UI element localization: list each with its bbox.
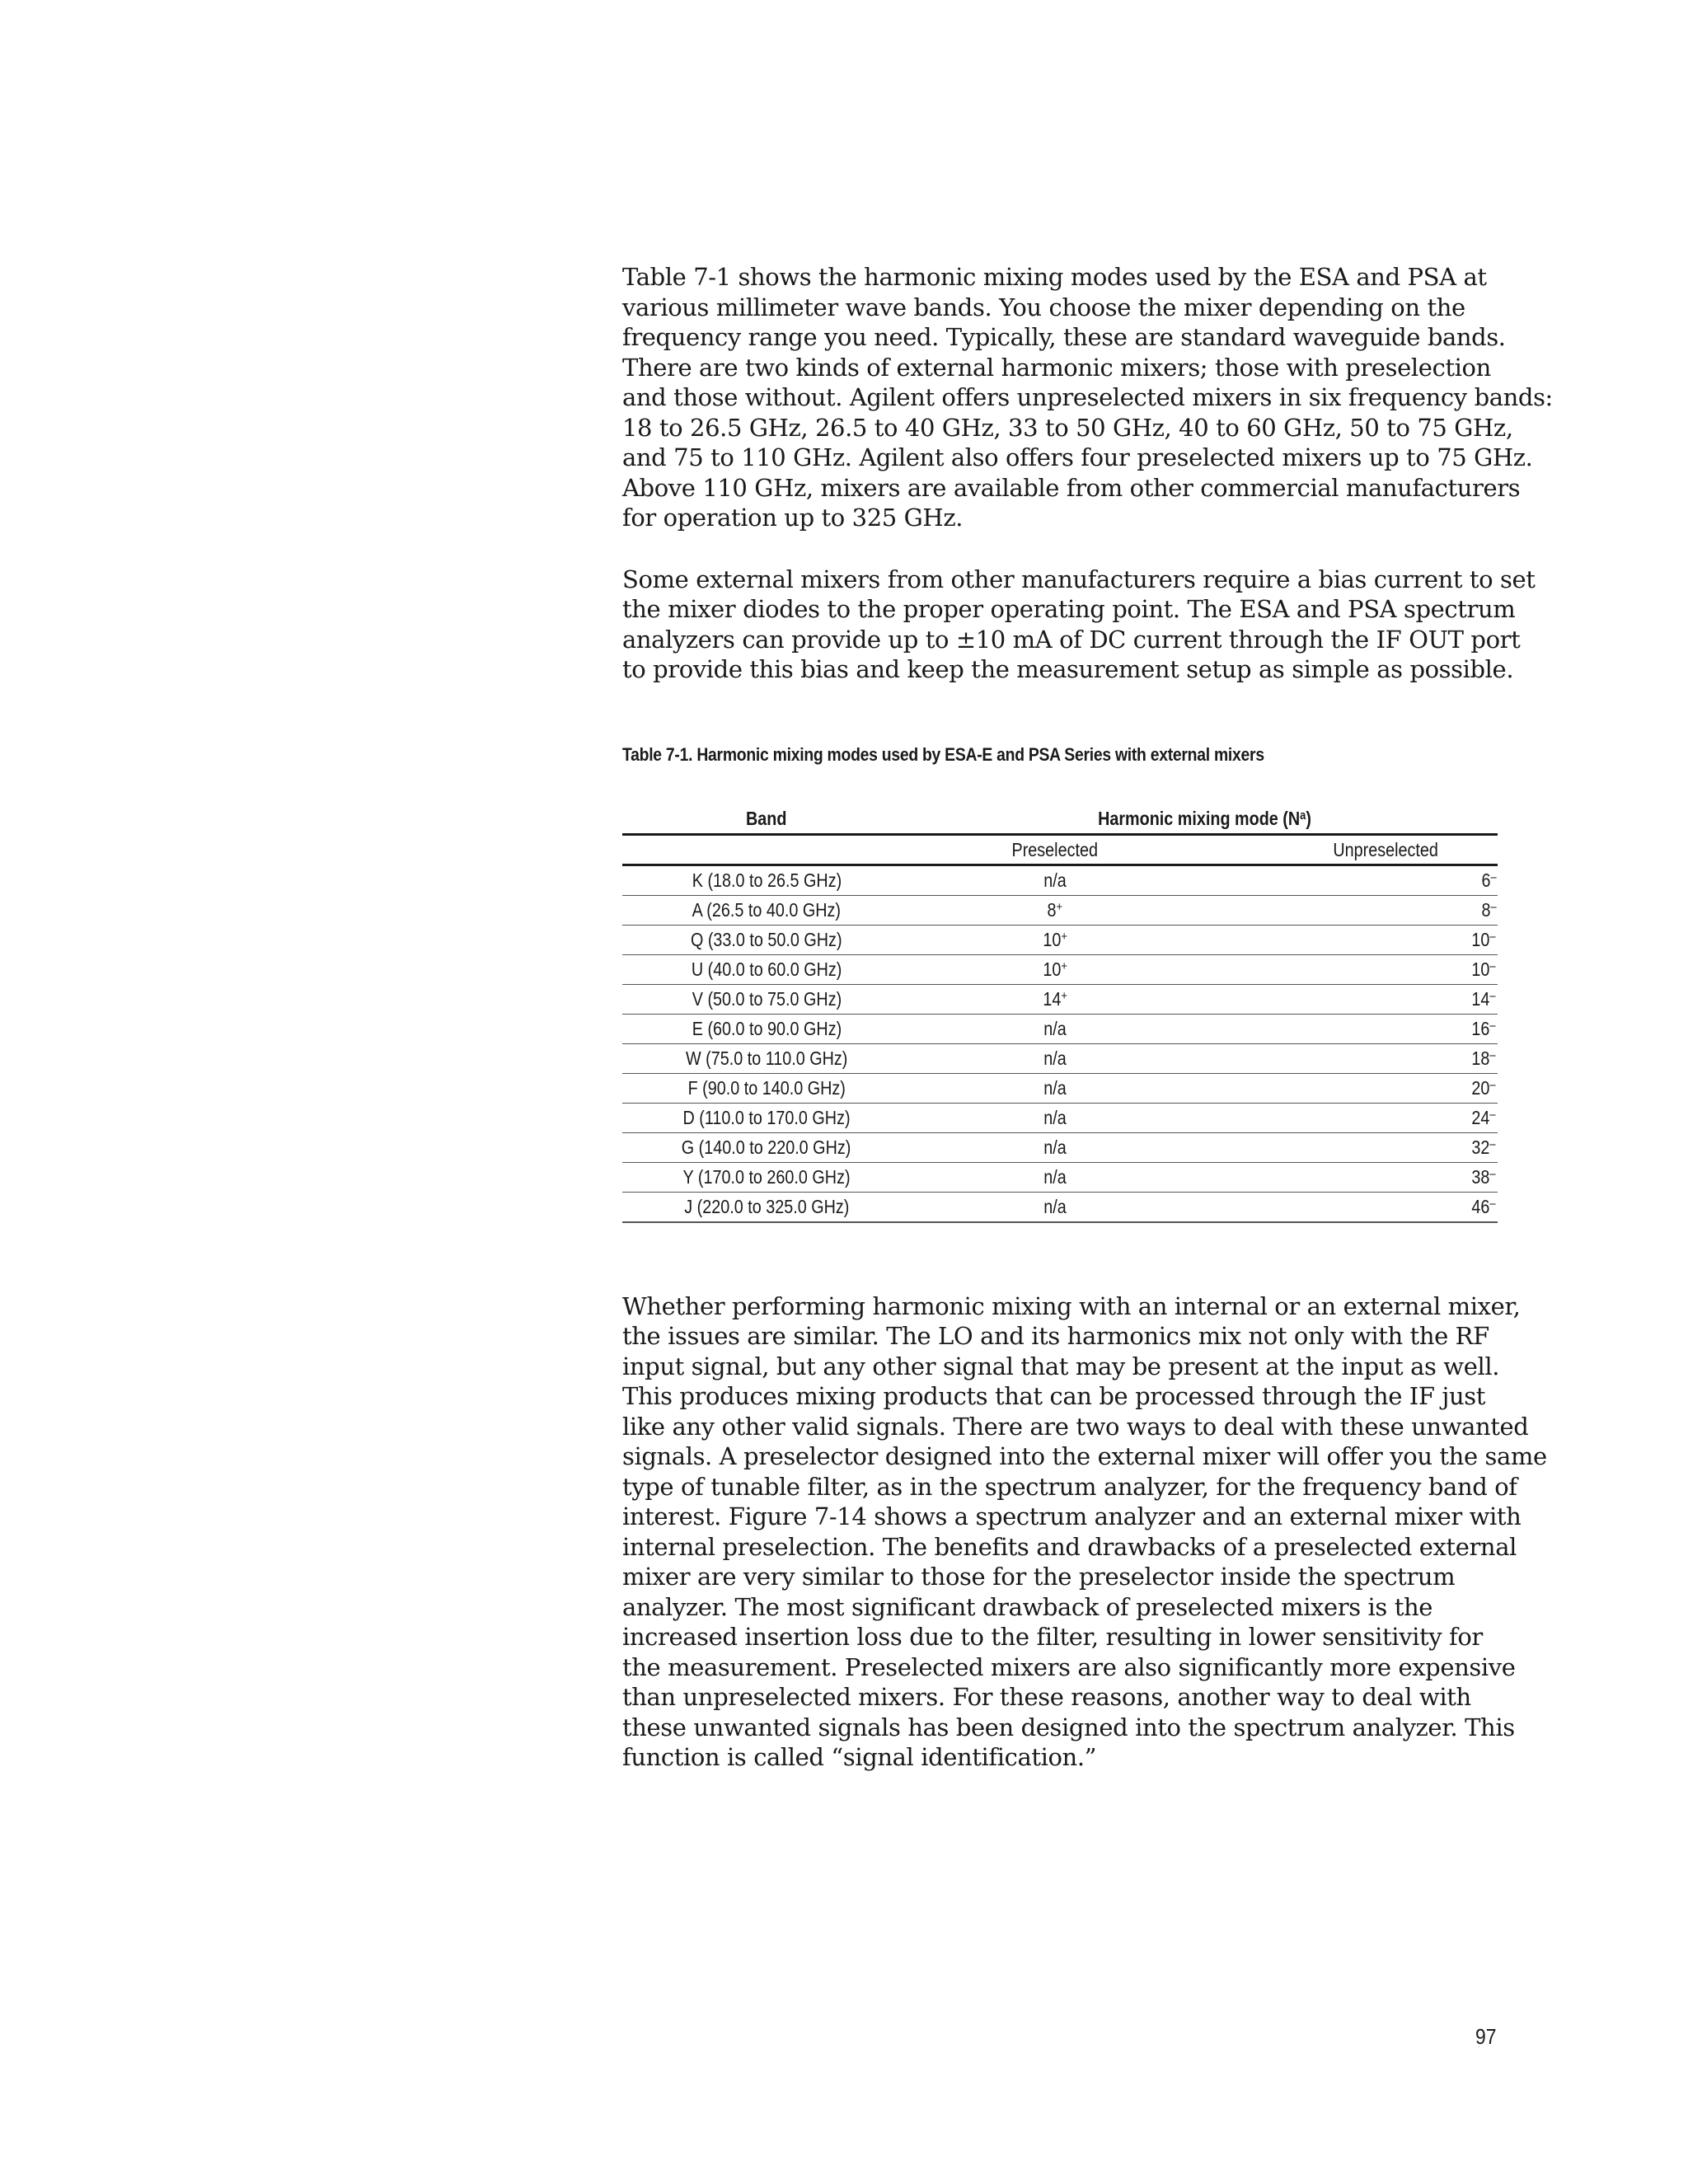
table-row <box>622 1162 1498 1192</box>
table-subheader-row <box>622 834 1498 865</box>
cell-unpreselected: 6– <box>1199 865 1498 895</box>
cell-unpreselected: 10– <box>1199 925 1498 954</box>
text-line: to provide this bias and keep the measurement setup as simple as possible. <box>622 655 1514 683</box>
text-line: There are two kinds of external harmonic mixers; those with preselection <box>622 353 1491 382</box>
text-line: frequency range you need. Typically, these are standard waveguide bands. <box>622 323 1506 351</box>
text-line: increased insertion loss due to the filter, resulting in lower sensitivity for <box>622 1623 1483 1651</box>
cell-unpreselected: 16– <box>1199 1014 1498 1043</box>
text-line: type of tunable filter, as in the spectrum analyzer, for the frequency band of <box>622 1472 1517 1501</box>
cell-preselected: n/a <box>911 1103 1199 1132</box>
text-line: Some external mixers from other manufacturers require a bias current to set <box>622 565 1536 593</box>
cell-unpreselected: 24– <box>1199 1103 1498 1132</box>
text-line: the mixer diodes to the proper operating point. The ESA and PSA spectrum <box>622 595 1516 623</box>
table-header-row <box>622 804 1498 835</box>
text-line: like any other valid signals. There are two ways to deal with these unwanted <box>622 1412 1529 1441</box>
column-header-band: Band <box>622 804 911 835</box>
cell-unpreselected: 18– <box>1199 1043 1498 1073</box>
cell-unpreselected: 38– <box>1199 1162 1498 1192</box>
cell-band: W (75.0 to 110.0 GHz) <box>622 1043 911 1073</box>
text-line: input signal, but any other signal that may be present at the input as well. <box>622 1352 1500 1380</box>
text-line: these unwanted signals has been designed into the spectrum analyzer. This <box>622 1713 1515 1741</box>
cell-unpreselected: 20– <box>1199 1073 1498 1103</box>
text-line: the issues are similar. The LO and its harmonics mix not only with the RF <box>622 1322 1489 1350</box>
cell-band: D (110.0 to 170.0 GHz) <box>622 1103 911 1132</box>
table-row <box>622 1073 1498 1103</box>
cell-band: A (26.5 to 40.0 GHz) <box>622 895 911 925</box>
cell-band: K (18.0 to 26.5 GHz) <box>622 865 911 895</box>
cell-preselected: 10+ <box>911 925 1199 954</box>
cell-band: G (140.0 to 220.0 GHz) <box>622 1132 911 1162</box>
cell-band: U (40.0 to 60.0 GHz) <box>622 954 911 984</box>
table-row <box>622 984 1498 1014</box>
cell-preselected: n/a <box>911 1073 1199 1103</box>
cell-preselected: n/a <box>911 1192 1199 1222</box>
text-line: This produces mixing products that can be processed through the IF just <box>622 1382 1485 1410</box>
table-row <box>622 925 1498 954</box>
cell-preselected: n/a <box>911 1132 1199 1162</box>
column-header-mixing-mode: Harmonic mixing mode $(N^a)$ <box>911 804 1498 835</box>
cell-band: Y (170.0 to 260.0 GHz) <box>622 1162 911 1192</box>
text-line: Whether performing harmonic mixing with an internal or an external mixer, <box>622 1291 1521 1320</box>
cell-band: Q (33.0 to 50.0 GHz) <box>622 925 911 954</box>
cell-preselected: n/a <box>911 1014 1199 1043</box>
table-row <box>622 1132 1498 1162</box>
paragraph-bias-current <box>622 565 1536 685</box>
cell-unpreselected: 10– <box>1199 954 1498 984</box>
text-line: analyzers can provide up to ±10 mA of DC current through the IF OUT port <box>622 625 1521 654</box>
cell-band: J (220.0 to 325.0 GHz) <box>622 1192 911 1222</box>
table-row <box>622 1014 1498 1043</box>
table-row <box>622 865 1498 895</box>
text-line: and those without. Agilent offers unpreselected mixers in six frequency bands: <box>622 383 1553 411</box>
subheader-empty <box>622 834 911 865</box>
text-line: function is called “signal identification.” <box>622 1743 1097 1771</box>
page-number: 97 <box>1475 2024 1497 2049</box>
cell-preselected: 10+ <box>911 954 1199 984</box>
text-line: mixer are very similar to those for the preselector inside the spectrum <box>622 1563 1456 1591</box>
cell-band: V (50.0 to 75.0 GHz) <box>622 984 911 1014</box>
text-line: internal preselection. The benefits and drawbacks of a preselected external <box>622 1532 1517 1561</box>
text-line: analyzer. The most significant drawback of preselected mixers is the <box>622 1592 1433 1621</box>
cell-unpreselected: 32– <box>1199 1132 1498 1162</box>
text-line: interest. Figure 7-14 shows a spectrum analyzer and an external mixer with <box>622 1502 1522 1530</box>
harmonic-mixing-table <box>622 804 1498 1223</box>
cell-unpreselected: 14– <box>1199 984 1498 1014</box>
text-line: and 75 to 110 GHz. Agilent also offers four preselected mixers up to 75 GHz. <box>622 443 1533 471</box>
text-line: than unpreselected mixers. For these reasons, another way to deal with <box>622 1683 1471 1711</box>
page-content <box>622 262 1553 1773</box>
table-row <box>622 895 1498 925</box>
text-line: for operation up to 325 GHz. <box>622 504 964 532</box>
cell-preselected: 14+ <box>911 984 1199 1014</box>
table-body <box>622 865 1498 1222</box>
subheader-preselected: Preselected <box>911 834 1199 865</box>
text-line: signals. A preselector designed into the external mixer will offer you the same <box>622 1442 1547 1470</box>
paragraph-harmonic-mixing-modes <box>622 262 1553 533</box>
cell-unpreselected: 8– <box>1199 895 1498 925</box>
table-row <box>622 1192 1498 1222</box>
cell-preselected: n/a <box>911 1043 1199 1073</box>
table-caption: Table 7-1. Harmonic mixing modes used by ESA-E and PSA Series with external mixers <box>622 743 1264 765</box>
table-row <box>622 1043 1498 1073</box>
table-row <box>622 1103 1498 1132</box>
cell-preselected: 8+ <box>911 895 1199 925</box>
cell-preselected: n/a <box>911 1162 1199 1192</box>
text-line: various millimeter wave bands. You choose the mixer depending on the <box>622 293 1465 321</box>
paragraph-harmonic-mixing-issues <box>622 1291 1547 1773</box>
cell-preselected: n/a <box>911 865 1199 895</box>
cell-unpreselected: 46– <box>1199 1192 1498 1222</box>
text-line: the measurement. Preselected mixers are also significantly more expensive <box>622 1652 1516 1681</box>
cell-band: E (60.0 to 90.0 GHz) <box>622 1014 911 1043</box>
table-row <box>622 954 1498 984</box>
subheader-unpreselected: Unpreselected <box>1199 834 1498 865</box>
text-line: Table 7-1 shows the harmonic mixing modes used by the ESA and PSA at <box>622 263 1487 291</box>
text-line: Above 110 GHz, mixers are available from other commercial manufacturers <box>622 473 1521 502</box>
text-line: 18 to 26.5 GHz, 26.5 to 40 GHz, 33 to 50 GHz, 40 to 60 GHz, 50 to 75 GHz, <box>622 413 1513 442</box>
cell-band: F (90.0 to 140.0 GHz) <box>622 1073 911 1103</box>
